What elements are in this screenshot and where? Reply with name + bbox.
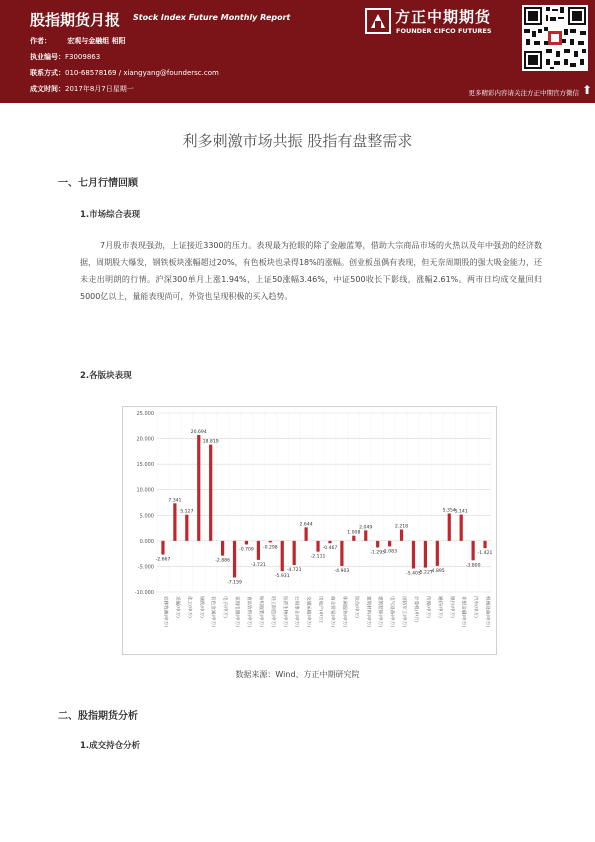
bar-value-label: 2.049 xyxy=(359,525,373,531)
bar xyxy=(483,541,486,548)
bar xyxy=(424,541,427,568)
date-line xyxy=(30,84,134,94)
bar-value-label: 5.127 xyxy=(180,509,194,515)
bar-value-label: -4.721 xyxy=(286,568,302,574)
date-value: 2017年8月7日星期一 xyxy=(65,85,134,93)
logo-english-name: FOUNDER CIFCO FUTURES xyxy=(396,27,492,35)
bar xyxy=(376,541,379,548)
bar-value-label: 18.819 xyxy=(202,439,219,445)
x-tick-label: 交通运输(申万) xyxy=(305,596,311,628)
bar-value-label: 20.694 xyxy=(190,430,207,436)
arrow-up-icon: ⬆ xyxy=(581,83,592,97)
contact-label: 联系方式： xyxy=(30,69,65,77)
bar xyxy=(460,515,463,541)
x-tick-label: 钢铁(申万) xyxy=(198,596,204,618)
bar-value-label: -5.403 xyxy=(406,571,421,577)
x-tick-label: 轻工制造(申万) xyxy=(269,596,275,628)
license-line xyxy=(30,52,100,62)
report-title: 股指期货月报 xyxy=(30,11,121,29)
x-tick-label: 采掘(申万) xyxy=(174,596,180,618)
bar-value-label: -4.903 xyxy=(334,568,350,574)
bar xyxy=(448,513,451,540)
y-tick-label: -5.000 xyxy=(137,564,154,571)
author-label: 作者： xyxy=(30,37,51,45)
market-summary-paragraph: 7月股市表现强劲，上证接近3300的压力。表现最为抢眼的除了金融蓝筹，借助大宗商品市场的火热以及年中强劲的经济数据，周期股大爆发，钢铁板块涨幅超过20%，有色板块也录得18%的涨幅。创业板虽偶有表现，但无奈周期股的强大吸金能力，还未走出明朗的行情。沪深300单月上涨1.94%，上证50涨幅3.46%，中证500收长下影线，涨幅2.61%。两市日均成交量回归5000亿以上，量能表现尚可，外资也呈现积极的买入趋势。 xyxy=(80,241,542,301)
subheading-sector-performance: 2.各版块表现 xyxy=(80,371,132,381)
sector-bar-chart xyxy=(123,407,496,654)
bar xyxy=(340,541,343,566)
bar-value-label: -2.111 xyxy=(310,554,326,560)
bar-value-label: 5.141 xyxy=(454,509,468,515)
bar xyxy=(209,445,212,541)
license-value: F3009863 xyxy=(65,53,101,61)
x-tick-label: 汽车(申万) xyxy=(472,596,478,618)
bar-value-label: -1.421 xyxy=(477,551,493,557)
bar-value-label: 5.354 xyxy=(442,508,456,514)
bar xyxy=(316,541,319,552)
author-value: 宏观与金融组 相阳 xyxy=(67,37,126,45)
x-tick-label: 纺织服装(申万) xyxy=(257,596,263,628)
wechat-promo: 更多精彩内容请关注方正中期官方微信 xyxy=(468,89,579,97)
bar xyxy=(221,541,224,556)
bar xyxy=(161,541,164,555)
bar-value-label: -4.895 xyxy=(429,568,445,574)
report-subtitle: Stock Index Future Monthly Report xyxy=(133,13,291,22)
founder-logo-icon xyxy=(365,8,391,34)
bar xyxy=(281,541,284,571)
y-tick-label: 0.000 xyxy=(139,538,154,545)
author-line xyxy=(30,36,126,46)
bar xyxy=(412,541,415,569)
bar-value-label: -3.721 xyxy=(250,562,266,568)
bar xyxy=(305,527,308,541)
bar-value-label: -7.159 xyxy=(227,580,242,586)
x-tick-label: 通信(申万) xyxy=(436,596,442,618)
x-tick-label: 传媒(申万) xyxy=(424,596,430,618)
bar xyxy=(364,530,367,540)
bar xyxy=(352,536,355,541)
x-tick-label: 农林牧渔(申万) xyxy=(162,596,168,628)
document-title: 利多刺激市场共振 股指有盘整需求 xyxy=(182,132,413,150)
x-tick-label: 建筑材料(申万) xyxy=(365,596,371,628)
report-header xyxy=(0,0,595,103)
section-heading-futures-analysis: 二、股指期货分析 xyxy=(58,711,138,722)
x-tick-label: 电子(申万) xyxy=(222,596,228,618)
x-tick-label: 机械设备(申万) xyxy=(484,596,490,628)
data-source-note: 数据来源：Wind、方正中期研究院 xyxy=(235,670,360,679)
chart-x-axis xyxy=(162,596,491,627)
x-tick-label: 建筑装饰(申万) xyxy=(377,596,383,628)
x-tick-label: 非银金融(申万) xyxy=(460,596,466,628)
x-tick-label: 银行(申万) xyxy=(448,596,454,618)
bar xyxy=(388,541,391,547)
x-tick-label: 家用电器(申万) xyxy=(234,596,240,628)
y-tick-label: 25.000 xyxy=(136,411,154,417)
y-tick-label: 20.000 xyxy=(136,436,154,443)
bar-value-label: -5.931 xyxy=(274,574,290,580)
bar xyxy=(400,530,403,541)
x-tick-label: 公用事业(申万) xyxy=(293,596,299,628)
x-tick-label: 商业贸易(申万) xyxy=(329,596,335,628)
bar-value-label: -1.083 xyxy=(382,549,398,555)
contact-value: 010-68578169 / xiangyang@foundersc.com xyxy=(65,69,219,77)
bar xyxy=(269,541,272,543)
sector-performance-chart xyxy=(122,406,497,655)
y-tick-label: 15.000 xyxy=(136,462,154,469)
bar xyxy=(472,541,475,560)
x-tick-label: 有色金属(申万) xyxy=(210,596,216,628)
company-logo xyxy=(365,6,520,40)
bar-value-label: 1.008 xyxy=(347,530,361,536)
x-tick-label: 房地产(申万) xyxy=(317,596,323,623)
x-tick-label: 医药生物(申万) xyxy=(281,596,287,628)
bar-value-label: 2.644 xyxy=(299,522,313,528)
y-tick-label: 10.000 xyxy=(136,487,154,494)
bar xyxy=(185,515,188,541)
bar xyxy=(293,541,296,565)
bar xyxy=(233,541,236,578)
bar-value-label: 7.341 xyxy=(168,498,182,504)
logo-chinese-name: 方正中期期货 xyxy=(395,8,492,26)
date-label: 成文时间： xyxy=(30,85,65,93)
bar-value-label: -1.293 xyxy=(370,550,386,556)
x-tick-label: 计算机(申万) xyxy=(412,596,418,623)
bar-value-label: 2.218 xyxy=(394,524,409,530)
bar xyxy=(436,541,439,566)
x-tick-label: 国防军工(申万) xyxy=(401,596,407,628)
x-tick-label: 休闲服务(申万) xyxy=(341,596,347,628)
bar-value-label: -2.886 xyxy=(215,558,231,564)
y-tick-label: 5.000 xyxy=(139,513,154,520)
x-tick-label: 综合(申万) xyxy=(353,596,359,618)
bar-value-label: -0.467 xyxy=(322,546,338,552)
bar-value-label: -0.709 xyxy=(239,547,254,553)
section-heading-july-review: 一、七月行情回顾 xyxy=(58,178,138,189)
bar xyxy=(257,541,260,560)
subheading-volume-position: 1.成交持仓分析 xyxy=(80,741,141,751)
x-tick-label: 电气设备(申万) xyxy=(389,596,395,628)
bar xyxy=(173,503,176,541)
bar-value-label: -5.227 xyxy=(417,570,433,576)
license-label: 执业编号： xyxy=(30,53,65,61)
contact-line xyxy=(30,68,219,78)
bar-value-label: -0.298 xyxy=(262,545,278,551)
y-tick-label: -10.000 xyxy=(134,590,154,596)
bar-value-label: -2.667 xyxy=(155,557,171,563)
x-tick-label: 食品饮料(申万) xyxy=(245,596,251,628)
bar xyxy=(197,435,200,541)
subheading-market-performance: 1.市场综合表现 xyxy=(80,210,141,220)
bar-value-label: -3.800 xyxy=(465,563,481,569)
qr-code-icon[interactable] xyxy=(522,5,588,71)
chart-y-axis xyxy=(135,411,154,596)
bar xyxy=(245,541,248,545)
bar xyxy=(328,541,331,543)
x-tick-label: 化工(申万) xyxy=(186,596,192,618)
